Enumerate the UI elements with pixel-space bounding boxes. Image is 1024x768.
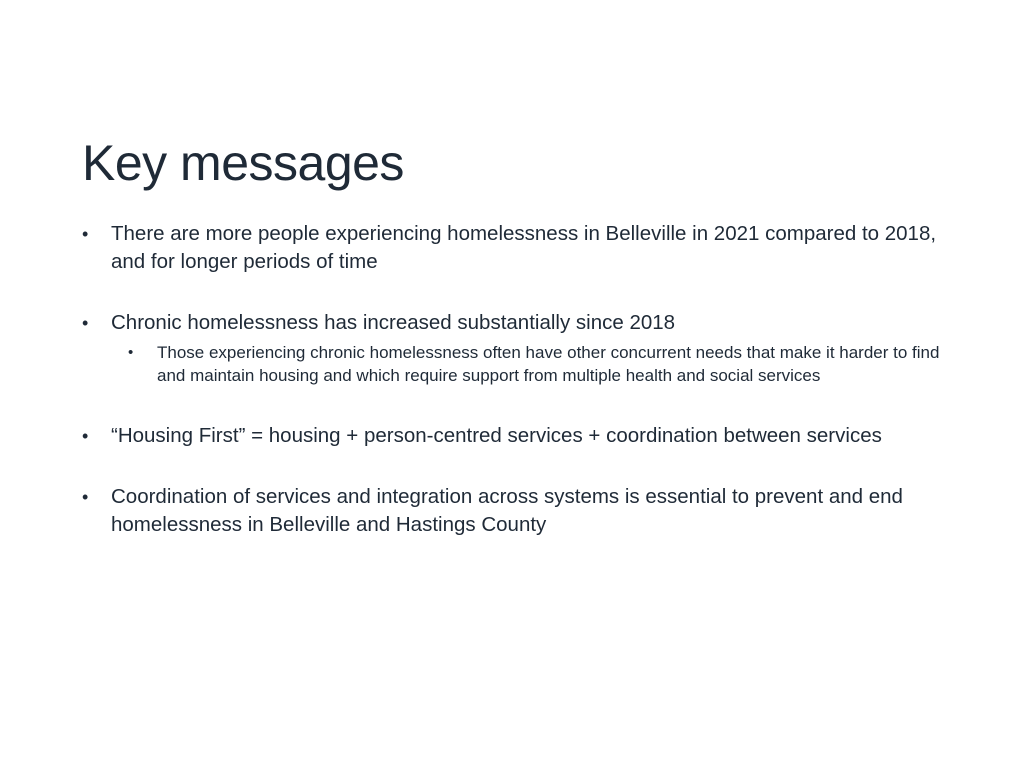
- bullet-icon: •: [82, 224, 89, 244]
- bullet-item: [82, 483, 942, 539]
- bullet-icon: •: [82, 426, 89, 446]
- slide-title: Key messages: [82, 135, 404, 191]
- bullet-text: Chronic homelessness has increased substantially since 2018: [111, 311, 676, 334]
- bullet-list: [82, 220, 942, 539]
- bullet-text: Coordination of services and integration across systems is essential to prevent and end homelessness in Belleville and Hastings County: [111, 485, 903, 536]
- bullet-text: There are more people experiencing homelessness in Belleville in 2021 compared to 2018, and for longer periods of time: [111, 222, 937, 273]
- bullet-icon: •: [82, 313, 89, 333]
- sub-bullet-icon: •: [128, 344, 134, 361]
- bullet-text: “Housing First” = housing + person-centred services + coordination between services: [111, 424, 882, 447]
- bullet-icon: •: [82, 487, 89, 507]
- bullet-item: [82, 220, 942, 276]
- bullet-item: [82, 422, 942, 450]
- sub-bullet-item: [128, 341, 942, 387]
- bullet-item: [82, 309, 942, 337]
- sub-bullet-text: Those experiencing chronic homelessness often have other concurrent needs that make it harder to find and maintain housing and which require support from multiple health and social services: [157, 343, 940, 385]
